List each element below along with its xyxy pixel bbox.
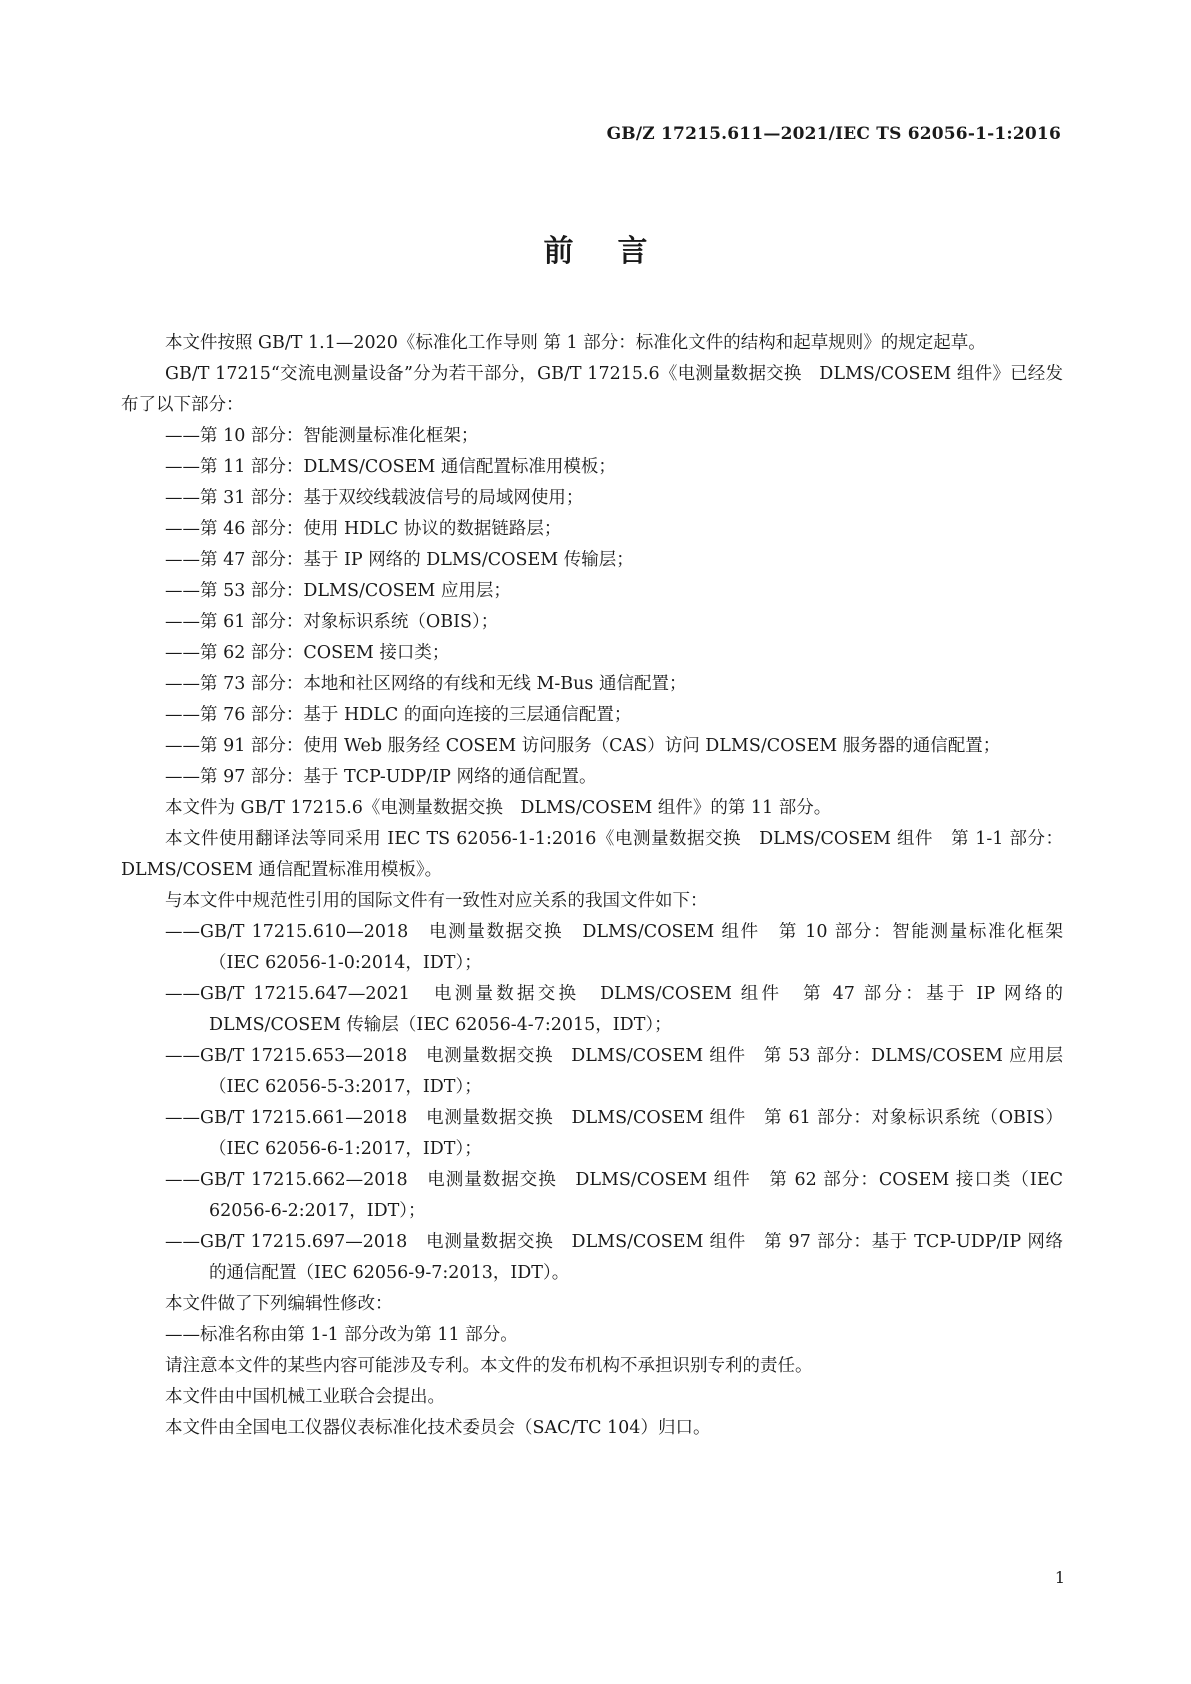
paragraph: 请注意本文件的某些内容可能涉及专利。本文件的发布机构不承担识别专利的责任。 xyxy=(165,1356,813,1376)
paragraph: GB/T 17215“交流电测量设备”分为若干部分，GB/T 17215.6《电测量数据交换 DLMS/COSEM 组件》已经发布了以下部分： xyxy=(121,364,1063,415)
list-item: ——第 73 部分：本地和社区网络的有线和无线 M-Bus 通信配置； xyxy=(165,674,687,694)
paragraph: 本文件为 GB/T 17215.6《电测量数据交换 DLMS/COSEM 组件》的第 11 部分。 xyxy=(165,798,832,818)
list-item: ——标准名称由第 1-1 部分改为第 11 部分。 xyxy=(165,1325,518,1345)
list-item: ——GB/T 17215.661—2018 电测量数据交换 DLMS/COSEM 组件 第 61 部分：对象标识系统（OBIS）（IEC 62056-6-1:2017，IDT）； xyxy=(165,1108,1063,1159)
list-item: ——第 46 部分：使用 HDLC 协议的数据链路层； xyxy=(165,519,562,539)
paragraph: 本文件由全国电工仪器仪表标准化技术委员会（SAC/TC 104）归口。 xyxy=(165,1418,711,1438)
list-item: ——第 53 部分：DLMS/COSEM 应用层； xyxy=(165,581,511,601)
paragraph: 与本文件中规范性引用的国际文件有一致性对应关系的我国文件如下： xyxy=(165,891,708,911)
page-title: 前言 xyxy=(543,234,692,269)
list-item: ——第 10 部分：智能测量标准化框架； xyxy=(165,426,479,446)
standard-code-header: GB/Z 17215.611—2021/IEC TS 62056-1-1:2016 xyxy=(606,124,1061,144)
paragraph: 本文件使用翻译法等同采用 IEC TS 62056-1-1:2016《电测量数据交换 DLMS/COSEM 组件 第 1-1 部分：DLMS/COSEM 通信配置标准用模板》。 xyxy=(121,829,1063,880)
list-item: ——第 62 部分：COSEM 接口类； xyxy=(165,643,450,663)
paragraph: 本文件做了下列编辑性修改： xyxy=(165,1294,393,1314)
document-body xyxy=(121,328,1063,1444)
paragraph: 本文件由中国机械工业联合会提出。 xyxy=(165,1387,445,1407)
list-item: ——GB/T 17215.662—2018 电测量数据交换 DLMS/COSEM 组件 第 62 部分：COSEM 接口类（IEC 62056-6-2:2017，IDT）； xyxy=(165,1170,1063,1221)
list-item: ——第 47 部分：基于 IP 网络的 DLMS/COSEM 传输层； xyxy=(165,550,634,570)
list-item: ——第 91 部分：使用 Web 服务经 COSEM 访问服务（CAS）访问 DLMS/COSEM 服务器的通信配置； xyxy=(165,736,1001,756)
paragraph: 本文件按照 GB/T 1.1—2020《标准化工作导则 第 1 部分：标准化文件的结构和起草规则》的规定起草。 xyxy=(165,333,986,353)
list-item: ——GB/T 17215.653—2018 电测量数据交换 DLMS/COSEM 组件 第 53 部分：DLMS/COSEM 应用层（IEC 62056-5-3:2017，IDT）； xyxy=(165,1046,1063,1097)
list-item: ——GB/T 17215.647—2021 电测量数据交换 DLMS/COSEM 组件 第 47 部分：基于 IP 网络的 DLMS/COSEM 传输层（IEC 62056-4-7:2015，IDT）； xyxy=(165,984,1063,1035)
page-number: 1 xyxy=(1054,1568,1065,1587)
list-item: ——第 31 部分：基于双绞线载波信号的局域网使用； xyxy=(165,488,584,508)
list-item: ——GB/T 17215.610—2018 电测量数据交换 DLMS/COSEM 组件 第 10 部分：智能测量标准化框架（IEC 62056-1-0:2014，IDT）； xyxy=(165,922,1063,973)
list-item: ——第 76 部分：基于 HDLC 的面向连接的三层通信配置； xyxy=(165,705,632,725)
list-item: ——第 11 部分：DLMS/COSEM 通信配置标准用模板； xyxy=(165,457,616,477)
list-item: ——第 97 部分：基于 TCP-UDP/IP 网络的通信配置。 xyxy=(165,767,597,787)
list-item: ——GB/T 17215.697—2018 电测量数据交换 DLMS/COSEM 组件 第 97 部分：基于 TCP-UDP/IP 网络的通信配置（IEC 62056-9-7:2013，IDT）。 xyxy=(165,1232,1063,1283)
list-item: ——第 61 部分：对象标识系统（OBIS）； xyxy=(165,612,499,632)
